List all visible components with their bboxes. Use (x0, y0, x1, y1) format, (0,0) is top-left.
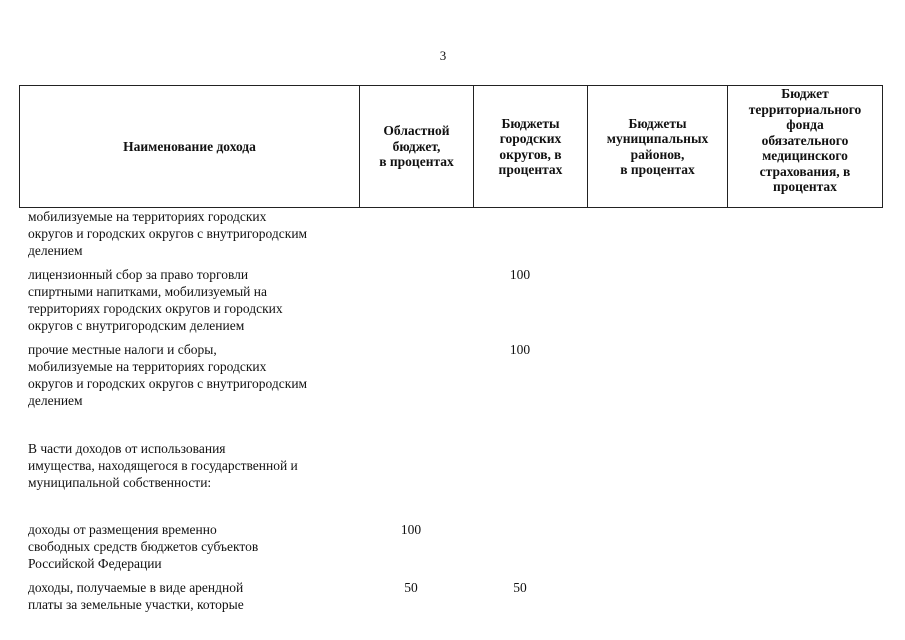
column-header-regional-budget: Областной бюджет, в процентах (360, 86, 474, 208)
table-cell-regional: 100 (400, 522, 422, 537)
table-cell-city-districts: 100 (509, 267, 531, 282)
column-header-income-name: Наименование дохода (20, 86, 360, 208)
table-cell-regional: 50 (404, 580, 418, 595)
table-row-name: мобилизуемые на территориях городских округов и городских округов с внутригородским делением (28, 209, 308, 258)
table-cell-city-districts: 100 (509, 342, 531, 357)
column-header-municipal-districts-budget: Бюджеты муниципальных районов, в процентах (588, 86, 728, 208)
table-row-name: прочие местные налоги и сборы, мобилизуемые на территориях городских округов и городских округов с внутригородским делением (28, 342, 308, 408)
table-cell-city-districts: 50 (513, 580, 527, 595)
column-header-health-insurance-fund: Бюджет территориального фонда обязательного медицинского страхования, в процентах (728, 86, 883, 208)
table-row-name: доходы, получаемые в виде арендной платы за земельные участки, которые (28, 580, 244, 612)
table-row-name: В части доходов от использования имущества, находящегося в государственной и муниципальной собственности: (28, 441, 298, 490)
table-row-name: доходы от размещения временно свободных средств бюджетов субъектов Российской Федерации (28, 522, 259, 571)
column-header-city-districts-budget: Бюджеты городских округов, в процентах (474, 86, 588, 208)
table-header (19, 85, 883, 208)
table-row-name: лицензионный сбор за право торговли спиртными напитками, мобилизуемый на территориях городских округов и городских округов с внутригородским делением (28, 267, 283, 333)
page-number: 3 (439, 48, 447, 63)
